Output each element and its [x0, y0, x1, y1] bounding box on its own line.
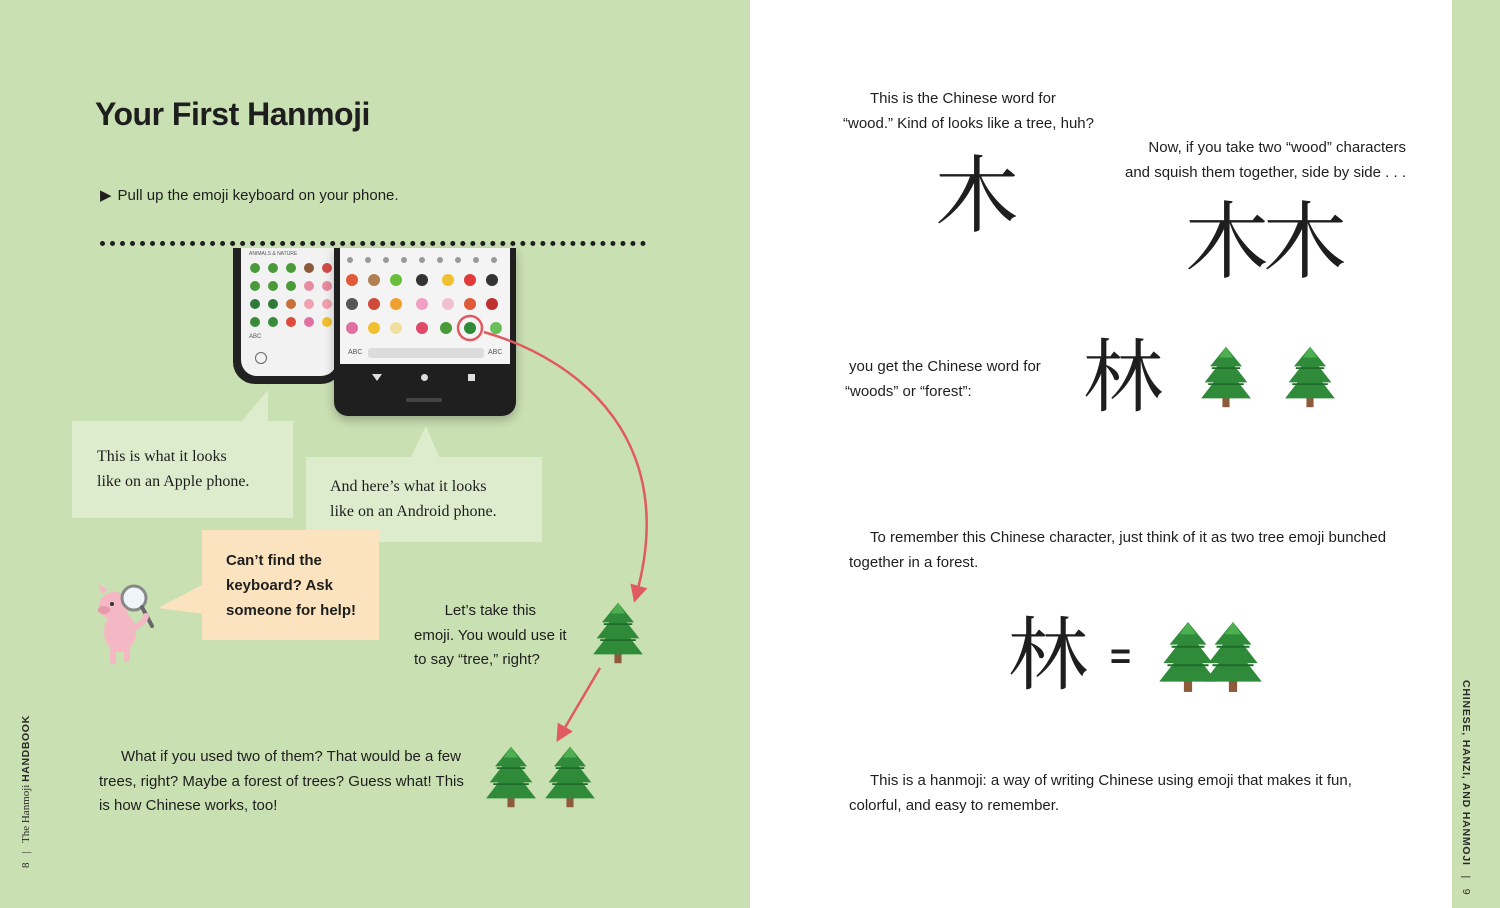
left-folio-title-bold: HANDBOOK [20, 715, 32, 782]
hanmoji-definition-text [849, 769, 1352, 818]
wood-intro-text [843, 87, 1094, 136]
take-emoji-line-2: emoji. You would use it [414, 626, 567, 644]
evergreen-tree-icon [1282, 345, 1338, 409]
help-line-3: someone for help! [226, 602, 357, 619]
left-folio-title: The Hanmoji [20, 784, 32, 843]
left-folio: 8 | The Hanmoji HANDBOOK [20, 715, 32, 868]
arrow-tree-to-trees [560, 668, 600, 736]
squish-line-2: and squish them together, side by side . . . [1125, 163, 1407, 181]
evergreen-tree-icon [1202, 620, 1264, 694]
take-emoji-line-3: to say “tree,” right? [414, 651, 540, 668]
squish-line-1: Now, if you take two “wood” characters [1148, 139, 1407, 156]
hanmoji-definition-line-2: colorful, and easy to remember. [849, 796, 1060, 814]
evergreen-tree-icon [483, 745, 539, 809]
forest-character: 林 [1083, 331, 1163, 424]
forest-intro-line-1: you get the Chinese word for [849, 358, 1041, 375]
play-triangle-icon: ▶ [100, 187, 112, 204]
apple-abc-key: ABC [249, 334, 262, 340]
right-folio-page: 9 [1460, 888, 1472, 896]
evergreen-tree-icon [1198, 345, 1254, 409]
two-of-them-line-1: What if you used two of them? That would be a few [121, 748, 461, 765]
double-wood-characters: 木木 [1185, 193, 1342, 291]
right-running-head: CHINESE, HANZI, AND HANMOJI | 9 [1460, 680, 1472, 896]
android-abc-key: ABC [348, 349, 363, 356]
two-of-them-line-3: is how Chinese works, too! [99, 797, 278, 814]
two-of-them-line-2: trees, right? Maybe a forest of trees? Guess what! This [99, 772, 464, 790]
instruction-text: Pull up the emoji keyboard on your phone. [117, 187, 399, 204]
apple-bubble-line-1: This is what it looks [97, 448, 227, 465]
squish-text [1125, 136, 1406, 185]
help-line-2: keyboard? Ask [226, 577, 333, 594]
page-title: Your First Hanmoji [95, 96, 370, 132]
evergreen-tree-icon [542, 745, 598, 809]
apple-bubble-line-2: like on an Apple phone. [97, 473, 250, 490]
forest-intro-line-2: “woods” or “forest”: [845, 382, 972, 400]
left-folio-page: 8 [20, 862, 32, 868]
arrow-keyboard-to-tree [484, 332, 647, 596]
android-bubble-line-2: like on an Android phone. [330, 503, 497, 520]
wood-intro-line-1: This is the Chinese word for [870, 90, 1056, 107]
wood-intro-line-2: “wood.” Kind of looks like a tree, huh? [843, 114, 1094, 132]
remember-line-2: together in a forest. [849, 553, 979, 571]
forest-intro-text [845, 355, 1041, 404]
equals-sign: = [1110, 635, 1132, 676]
android-abc-key-right: ABC [488, 349, 503, 356]
hanmoji-definition-line-1: This is a hanmoji: a way of writing Chinese using emoji that makes it fun, [870, 772, 1352, 789]
equation-character: 林 [1008, 609, 1088, 702]
right-running-head-text: CHINESE, HANZI, AND HANMOJI [1460, 680, 1472, 866]
wood-character: 木 [935, 147, 1020, 245]
evergreen-tree-icon [590, 601, 646, 665]
android-bubble-line-1: And here’s what it looks [330, 478, 487, 495]
two-of-them-text [99, 745, 464, 819]
take-emoji-line-1: Let’s take this [444, 602, 537, 619]
help-line-1: Can’t find the [226, 552, 322, 569]
remember-line-1: To remember this Chinese character, just think of it as two tree emoji bunched [870, 529, 1387, 546]
apple-keyboard-header: ANIMALS & NATURE [249, 251, 298, 257]
remember-text [849, 526, 1386, 575]
